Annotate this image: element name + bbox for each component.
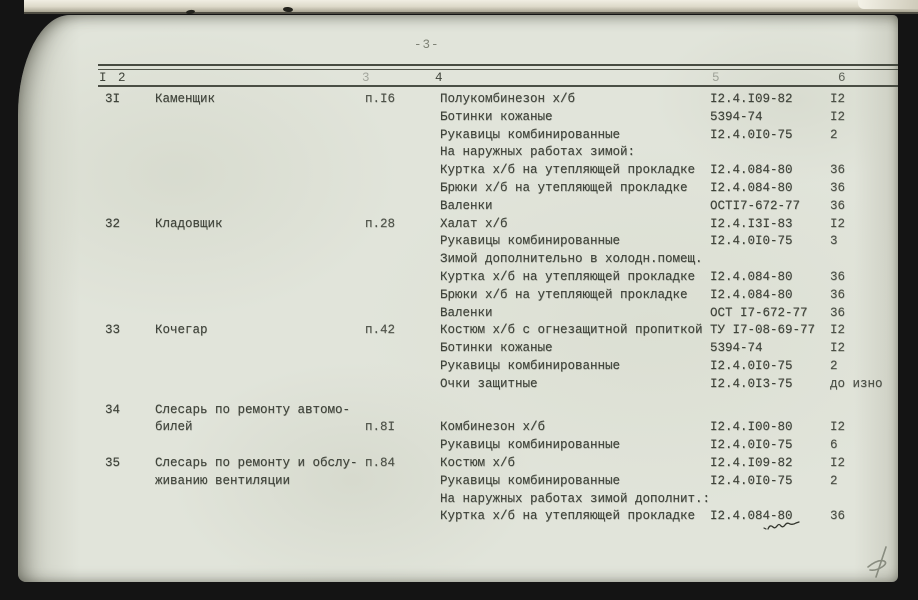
cell-wear-period: 36 xyxy=(830,163,846,178)
cell-standard: 5394-74 xyxy=(710,341,763,356)
cell-profession: Каменщик xyxy=(155,92,216,106)
cell-wear-period: 2 xyxy=(830,473,838,488)
column-header-5: 5 xyxy=(712,71,720,85)
page-curl-glint xyxy=(858,0,918,9)
page xyxy=(18,15,898,582)
table-line xyxy=(18,217,898,235)
cell-norm-point: п.42 xyxy=(365,323,396,338)
cell-standard: I2.4.084-80 xyxy=(710,180,793,195)
cell-standard: I2.4.I09-82 xyxy=(710,92,793,106)
table-line xyxy=(18,377,898,395)
page-number: -3- xyxy=(414,38,440,52)
cell-standard: I2.4.I09-82 xyxy=(710,455,793,470)
cell-standard: I2.4.0I0-75 xyxy=(710,438,793,453)
table-line xyxy=(18,163,898,181)
cell-item-name: Рукавицы комбинированные xyxy=(440,438,621,453)
column-header-3: 3 xyxy=(362,71,370,85)
cell-wear-period: 36 xyxy=(830,180,846,195)
cell-profession: живанию вентиляции xyxy=(155,473,291,488)
table-entry xyxy=(18,456,898,527)
cell-wear-period: 36 xyxy=(830,198,846,213)
cell-profession: Кочегар xyxy=(155,323,208,338)
cell-item-name: Зимой дополнительно в холодн.помещ. xyxy=(440,252,703,267)
cell-item-name: Костюм х/б с огнезащитной пропиткой xyxy=(440,323,703,338)
cell-standard: ТУ I7-08-69-77 xyxy=(710,323,816,338)
table-entry xyxy=(18,217,898,324)
page-curl xyxy=(24,0,918,14)
cell-item-name: Куртка х/б на утепляющей прокладке xyxy=(440,509,696,524)
cell-item-name: Рукавицы комбинированные xyxy=(440,234,621,249)
table-rule-top-2 xyxy=(98,69,898,70)
column-header-6: 6 xyxy=(838,71,846,85)
cell-standard: 5394-74 xyxy=(710,109,763,124)
cell-item-name: Халат х/б xyxy=(440,216,508,231)
cell-item-name: Комбинезон х/б xyxy=(440,420,546,435)
cell-standard: I2.4.084-80 xyxy=(710,509,793,524)
cell-norm-point: п.28 xyxy=(365,216,396,231)
cell-item-name: Ботинки кожаные xyxy=(440,109,553,124)
cell-item-name: Рукавицы комбинированные xyxy=(440,358,621,373)
cell-standard: I2.4.0I0-75 xyxy=(710,473,793,488)
cell-wear-period: 36 xyxy=(830,305,846,320)
table-line xyxy=(18,492,898,510)
table-body xyxy=(18,92,898,527)
cell-standard: I2.4.0I3-75 xyxy=(710,376,793,391)
table-line xyxy=(18,341,898,359)
cell-item-name: Костюм х/б xyxy=(440,455,516,470)
table-line xyxy=(18,128,898,146)
cell-wear-period: I2 xyxy=(830,323,846,338)
cell-profession: Кладовщик xyxy=(155,216,223,231)
cell-profession: Слесарь по ремонту автомо- xyxy=(155,402,351,417)
cell-standard: I2.4.084-80 xyxy=(710,287,793,302)
cell-standard: I2.4.I00-80 xyxy=(710,420,793,435)
table-line xyxy=(18,474,898,492)
table-line xyxy=(18,306,898,324)
cell-item-name: Валенки xyxy=(440,305,493,320)
cell-wear-period: 2 xyxy=(830,358,838,373)
cell-item-name: Очки защитные xyxy=(440,376,538,391)
column-header-1: I xyxy=(99,71,107,85)
cell-item-name: Валенки xyxy=(440,198,493,213)
cell-item-name: Брюки х/б на утепляющей прокладке xyxy=(440,180,688,195)
cell-wear-period: 6 xyxy=(830,438,838,453)
cell-wear-period: 36 xyxy=(830,269,846,284)
cell-wear-period: I2 xyxy=(830,216,846,231)
table-line xyxy=(18,420,898,438)
cell-standard: I2.4.0I0-75 xyxy=(710,234,793,249)
table-entry xyxy=(18,92,898,217)
cell-norm-point: п.I6 xyxy=(365,92,396,106)
table-line xyxy=(18,403,898,421)
cell-item-name: Брюки х/б на утепляющей прокладке xyxy=(440,287,688,302)
cell-norm-point: п.8I xyxy=(365,420,396,435)
cell-norm-point: п.84 xyxy=(365,455,396,470)
handwritten-annotation xyxy=(748,518,812,534)
cell-item-name: Рукавицы комбинированные xyxy=(440,127,621,142)
cell-wear-period: 36 xyxy=(830,509,846,524)
table-rule-top xyxy=(98,64,898,66)
cell-profession: Слесарь по ремонту и обслу- xyxy=(155,455,358,470)
cell-wear-period: I2 xyxy=(830,92,846,106)
cell-wear-period: I2 xyxy=(830,341,846,356)
cell-wear-period: I2 xyxy=(830,109,846,124)
cell-item-name: На наружных работах зимой: xyxy=(440,145,636,160)
table-line xyxy=(18,359,898,377)
cell-item-name: Ботинки кожаные xyxy=(440,341,553,356)
table-line xyxy=(18,438,898,456)
column-header-2: 2 xyxy=(118,71,126,85)
cell-entry-number: 3I xyxy=(105,92,121,106)
table-entry xyxy=(18,403,898,456)
cell-entry-number: 34 xyxy=(105,402,121,417)
cell-standard: I2.4.084-80 xyxy=(710,269,793,284)
cell-wear-period: 3 xyxy=(830,234,838,249)
cell-entry-number: 32 xyxy=(105,216,121,231)
cell-profession: билей xyxy=(155,420,193,435)
cell-standard: I2.4.0I0-75 xyxy=(710,127,793,142)
cell-item-name: На наружных работах зимой дополнит.: xyxy=(440,491,711,506)
table-line xyxy=(18,234,898,252)
cell-wear-period: I2 xyxy=(830,420,846,435)
cell-standard: ОСТI7-672-77 xyxy=(710,198,801,213)
cell-standard: I2.4.I3I-83 xyxy=(710,216,793,231)
cell-standard: ОСТ I7-672-77 xyxy=(710,305,808,320)
cell-item-name: Куртка х/б на утепляющей прокладке xyxy=(440,163,696,178)
cell-item-name: Куртка х/б на утепляющей прокладке xyxy=(440,269,696,284)
cell-wear-period: 36 xyxy=(830,287,846,302)
table-line xyxy=(18,199,898,217)
table-line xyxy=(18,270,898,288)
cell-wear-period: I2 xyxy=(830,455,846,470)
cell-standard: I2.4.084-80 xyxy=(710,163,793,178)
table-line xyxy=(18,145,898,163)
table-line xyxy=(18,252,898,270)
cell-item-name: Полукомбинезон х/б xyxy=(440,92,576,106)
column-header-4: 4 xyxy=(435,71,443,85)
cell-item-name: Рукавицы комбинированные xyxy=(440,473,621,488)
table-line xyxy=(18,110,898,128)
table-line xyxy=(18,456,898,474)
cell-entry-number: 35 xyxy=(105,455,121,470)
table-line xyxy=(18,288,898,306)
cell-wear-period: до изно xyxy=(830,376,883,391)
table-line xyxy=(18,181,898,199)
table-line xyxy=(18,92,898,110)
cell-wear-period: 2 xyxy=(830,127,838,142)
pencil-mark xyxy=(842,537,898,582)
cell-entry-number: 33 xyxy=(105,323,121,338)
table-header-underline xyxy=(98,85,898,87)
table-entry xyxy=(18,323,898,394)
table-line xyxy=(18,323,898,341)
cell-standard: I2.4.0I0-75 xyxy=(710,358,793,373)
